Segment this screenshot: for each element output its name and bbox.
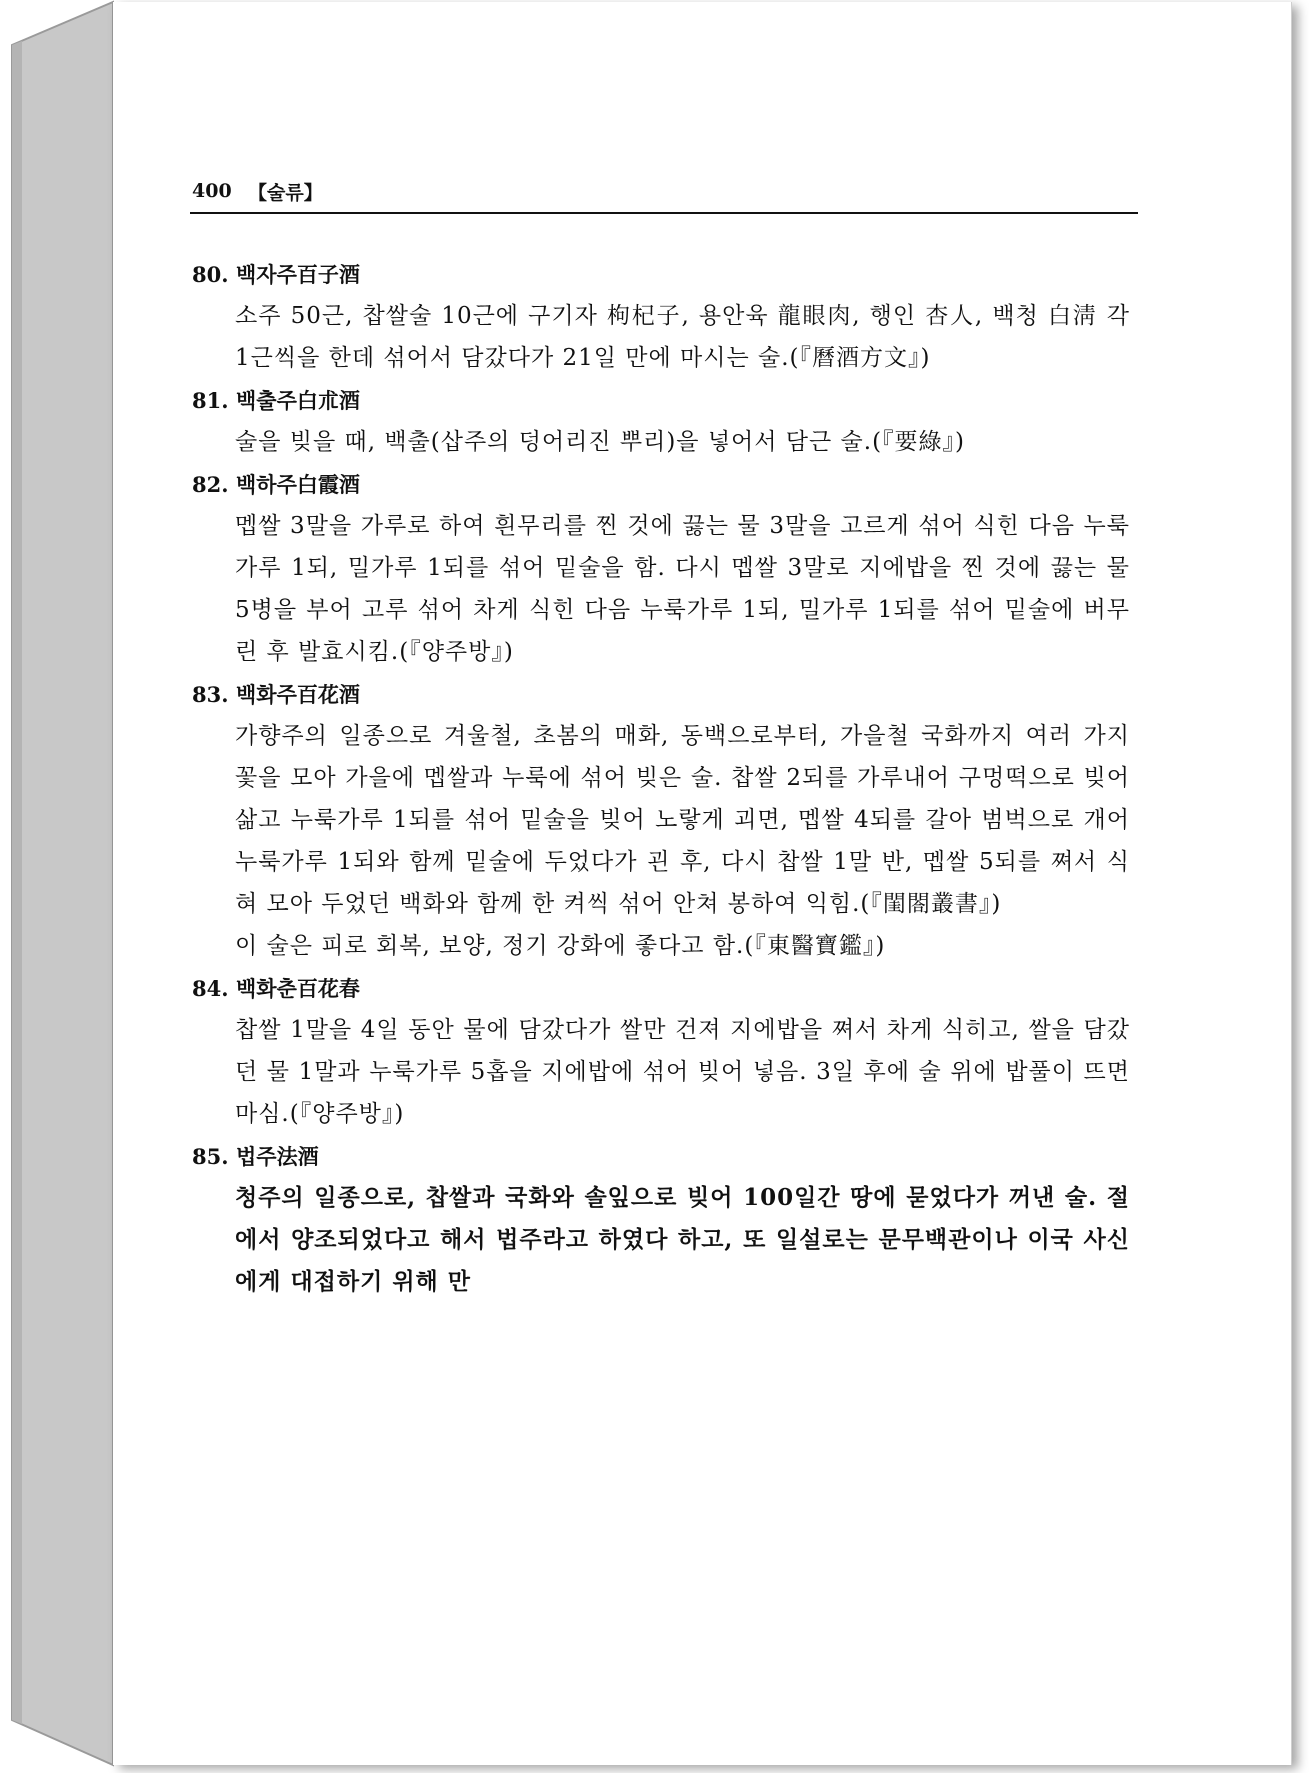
entry [190,969,1140,1135]
entry-title: 백화춘百花春 [236,976,360,1001]
entry-title: 백하주白霞酒 [236,472,360,497]
entry-paragraph: 술을 빚을 때, 백출(삽주의 덩어리진 뿌리)을 넣어서 담근 술.(『要綠』) [235,429,966,455]
entry-heading [190,675,1140,715]
entry-paragraph: 이 술은 피로 회복, 보양, 정기 강화에 좋다고 함.(『東醫寶鑑』) [235,933,886,959]
entry-heading [190,255,1140,295]
entry-body [235,421,1130,463]
entry-title: 백출주白朮酒 [236,388,360,413]
entry-number: 81. [192,388,229,413]
entry-paragraph: 청주의 일종으로, 찹쌀과 국화와 솔잎으로 빚어 100일간 땅에 묻었다가 꺼낸 술. 절에서 양조되었다고 해서 법주라고 하였다 하고, 또 일설로는 문무백관이나 이국 사신에게 대접하기 위해 만 [235,1184,1130,1295]
entry-heading [190,1137,1140,1177]
page-number: 400 [192,180,232,202]
entry-title: 백자주百子酒 [236,262,360,287]
entry-number: 85. [192,1144,229,1169]
entry-title: 백화주百花酒 [236,682,360,707]
entry-number: 84. [192,976,229,1001]
entry [190,675,1140,967]
page-header [190,178,1138,214]
entry [190,1137,1140,1303]
page-content [190,255,1140,1305]
entry-paragraph: 가향주의 일종으로 겨울철, 초봄의 매화, 동백으로부터, 가을철 국화까지 여러 가지 꽃을 모아 가을에 멥쌀과 누룩에 섞어 빚은 술. 찹쌀 2되를 가루내어 구멍떡으로 빚어 삶고 누룩가루 1되를 섞어 밑술을 빚어 노랗게 괴면, 멥쌀 4되를 갈아 범벅으로 개어 누룩가루 1되와 함께 밑술에 두었다가 괸 후, 다시 찹쌀 1말 반, 멥쌀 5되를 쪄서 식혀 모아 두었던 백화와 함께 한 켜씩 섞어 안쳐 봉하여 익힘.(『閨閤叢書』) [235,723,1130,917]
entry-heading [190,969,1140,1009]
entry-number: 82. [192,472,229,497]
entry-body [235,1009,1130,1135]
section-title: 【술류】 [248,182,323,204]
entry-paragraph: 소주 50근, 찹쌀술 10근에 구기자 枸杞子, 용안육 龍眼肉, 행인 杏人, 백청 白淸 각 1근씩을 한데 섞어서 담갔다가 21일 만에 마시는 술.(『曆酒方文』) [235,303,1130,371]
entry [190,381,1140,463]
entry-body [235,715,1130,967]
entry-body [235,505,1130,673]
entry-paragraph: 찹쌀 1말을 4일 동안 물에 담갔다가 쌀만 건져 지에밥을 쪄서 차게 식히고, 쌀을 담갔던 물 1말과 누룩가루 5홉을 지에밥에 섞어 빚어 넣음. 3일 후에 술 위에 밥풀이 뜨면 마심.(『양주방』) [235,1017,1130,1127]
entry [190,465,1140,673]
entry-number: 83. [192,682,229,707]
entry-body [235,1177,1130,1303]
entry-heading [190,465,1140,505]
entry-body [235,295,1130,379]
entry [190,255,1140,379]
entry-heading [190,381,1140,421]
entry-title: 법주法酒 [236,1144,319,1169]
entry-paragraph: 멥쌀 3말을 가루로 하여 흰무리를 찐 것에 끓는 물 3말을 고르게 섞어 식힌 다음 누룩가루 1되, 밀가루 1되를 섞어 밑술을 함. 다시 멥쌀 3말로 지에밥을 찐 것에 끓는 물 5병을 부어 고루 섞어 차게 식힌 다음 누룩가루 1되, 밀가루 1되를 섞어 밑술에 버무린 후 발효시킴.(『양주방』) [235,513,1130,665]
entry-number: 80. [192,262,229,287]
